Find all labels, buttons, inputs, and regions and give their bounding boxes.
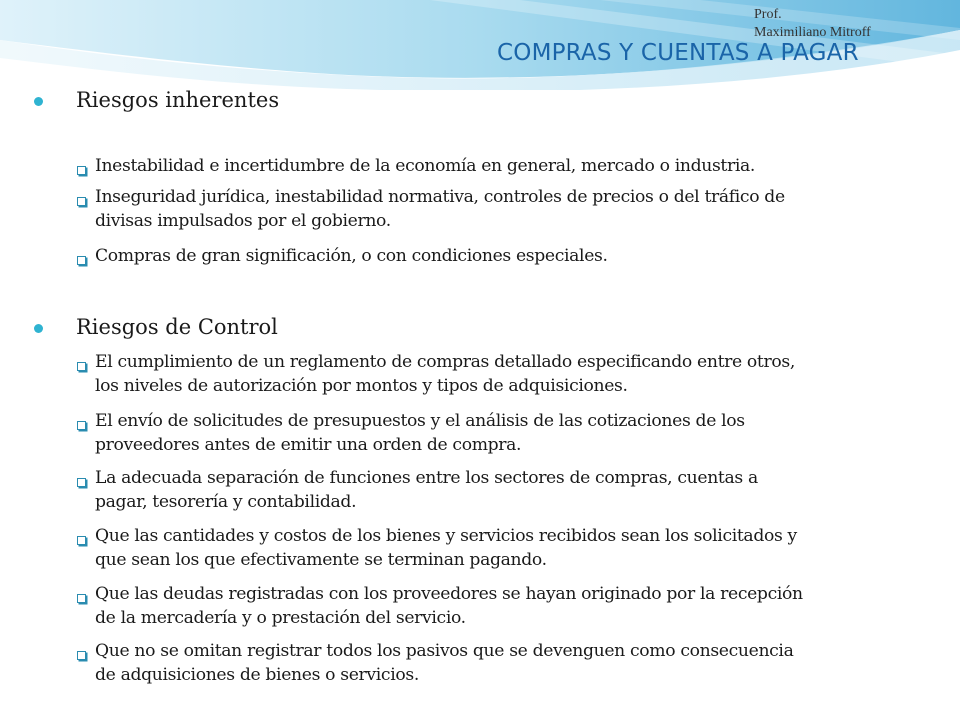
slide-title: COMPRAS Y CUENTAS A PAGAR bbox=[497, 40, 859, 66]
hollow-square-bullet-icon bbox=[77, 362, 86, 371]
author-name: Maximiliano Mitroff bbox=[754, 25, 871, 40]
hollow-square-bullet-icon bbox=[77, 256, 86, 265]
hollow-square-bullet-icon bbox=[77, 478, 86, 487]
list-item: Inseguridad jurídica, inestabilidad normativa, controles de precios o del tráfico de divisas impulsados por el gobierno. bbox=[95, 187, 785, 231]
hollow-square-bullet-icon bbox=[77, 421, 86, 430]
hollow-square-bullet-icon bbox=[77, 594, 86, 603]
hollow-square-bullet-icon bbox=[77, 197, 86, 206]
hollow-square-bullet-icon bbox=[77, 651, 86, 660]
list-item: Compras de gran significación, o con condiciones especiales. bbox=[95, 246, 608, 266]
list-item: El envío de solicitudes de presupuestos y el análisis de las cotizaciones de los proveedores antes de emitir una orden de compra. bbox=[95, 411, 745, 455]
list-item: La adecuada separación de funciones entre los sectores de compras, cuentas a pagar, tesorería y contabilidad. bbox=[95, 468, 758, 512]
list-item: Que no se omitan registrar todos los pasivos que se devenguen como consecuencia de adquisiciones de bienes o servicios. bbox=[95, 641, 794, 685]
hollow-square-bullet-icon bbox=[77, 166, 86, 175]
list-item: Inestabilidad e incertidumbre de la economía en general, mercado o industria. bbox=[95, 156, 755, 176]
author-credit bbox=[754, 6, 954, 42]
round-bullet-icon bbox=[34, 97, 43, 106]
list-item: Que las cantidades y costos de los bienes y servicios recibidos sean los solicitados y que sean los que efectivamente se terminan pagando. bbox=[95, 526, 797, 570]
section-heading: Riesgos de Control bbox=[76, 315, 278, 339]
hollow-square-bullet-icon bbox=[77, 536, 86, 545]
list-item: Que las deudas registradas con los proveedores se hayan originado por la recepción de la mercadería y o prestación del servicio. bbox=[95, 584, 803, 628]
round-bullet-icon bbox=[34, 324, 43, 333]
list-item: El cumplimiento de un reglamento de compras detallado especificando entre otros, los niveles de autorización por montos y tipos de adquisiciones. bbox=[95, 352, 795, 396]
author-prefix: Prof. bbox=[754, 7, 782, 22]
section-heading: Riesgos inherentes bbox=[76, 88, 280, 112]
